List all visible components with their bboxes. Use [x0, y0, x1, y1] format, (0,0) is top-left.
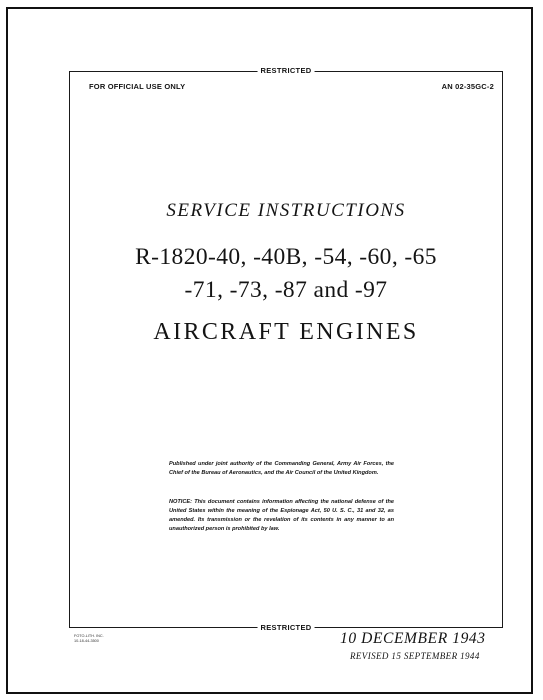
restricted-label-bottom: RESTRICTED [258, 623, 315, 633]
document-title: AIRCRAFT ENGINES [153, 319, 419, 345]
revision-date: REVISED 15 SEPTEMBER 1944 [350, 651, 480, 661]
document-number: AN 02-35GC-2 [441, 82, 494, 91]
espionage-notice: NOTICE: This document contains information affecting the national defense of the United States within the meaning of the Espionage Act, 50 U. S. C., 31 and 32, as amended. Its transmission or the revelation of its contents in any manner to an unauthorized person is prohibited by law. [169, 498, 394, 533]
engine-models-line-2: -71, -73, -87 and -97 [184, 277, 388, 303]
publication-date: 10 DECEMBER 1943 [340, 630, 486, 647]
restricted-label-top: RESTRICTED [258, 66, 315, 76]
document-subtitle: SERVICE INSTRUCTIONS [166, 200, 406, 221]
imprint-line-2: 10-18-44-3500 [74, 638, 99, 643]
engine-models-line-1: R-1820-40, -40B, -54, -60, -65 [135, 244, 437, 270]
document-cover-frame [69, 66, 503, 632]
printer-imprint [74, 634, 104, 643]
official-use-label: FOR OFFICIAL USE ONLY [89, 82, 186, 91]
authority-notice: Published under joint authority of the Commanding General, Army Air Forces, the Chief of the Bureau of Aeronautics, and the Air Council of the United Kingdom. [169, 460, 394, 476]
imprint-line-1: FOTO-LITH. INC. [74, 634, 104, 638]
